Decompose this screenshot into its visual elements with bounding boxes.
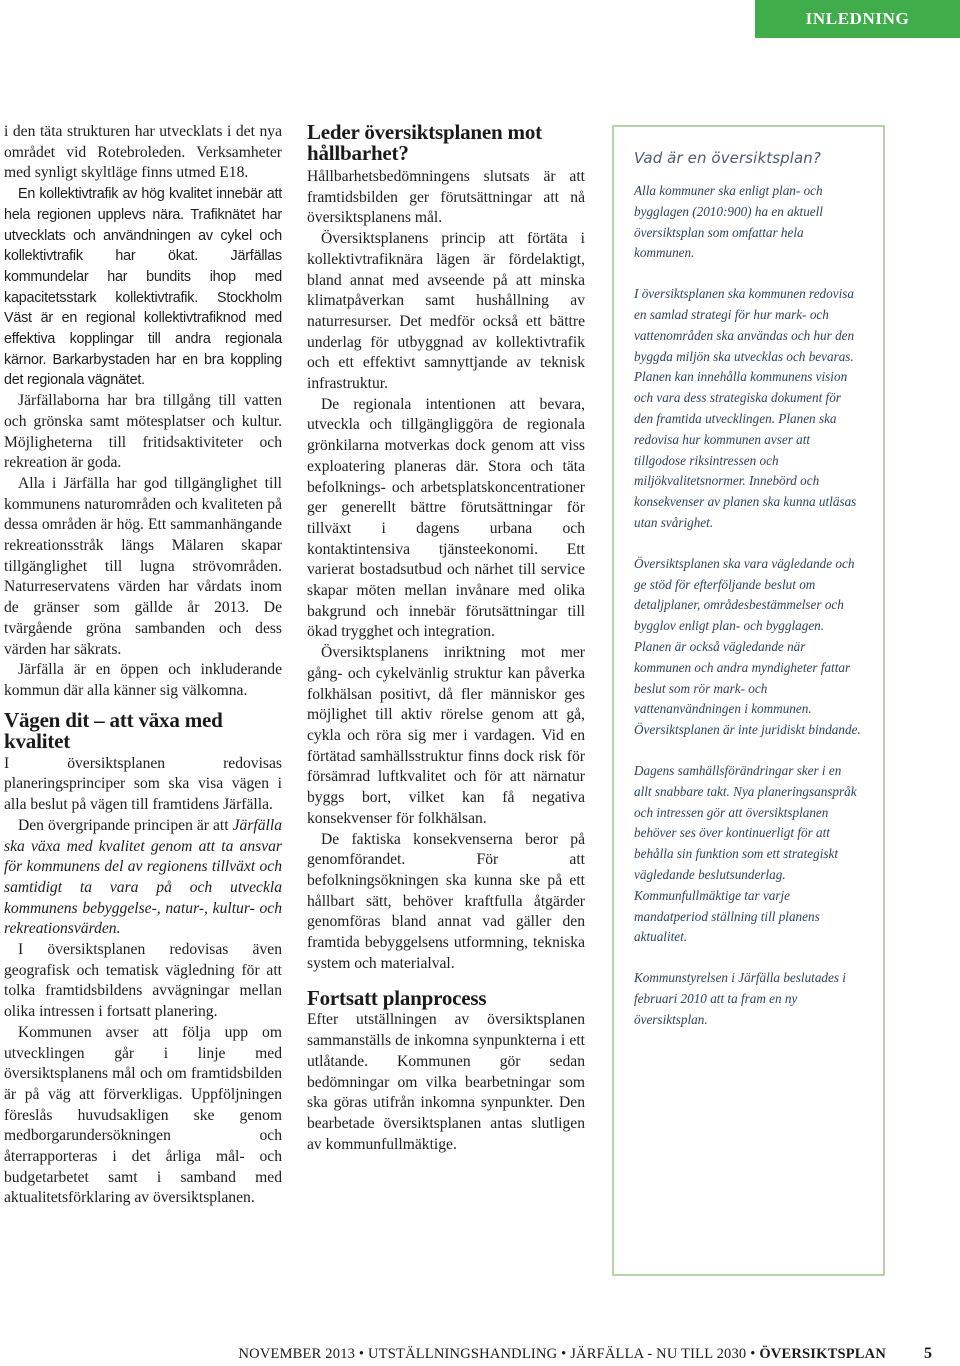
principle-lead: Den övergripande principen är att	[18, 816, 233, 834]
col1-paragraph-3: Järfällaborna har bra tillgång till vatten och grönska samt mötesplatser och kultur. Möjligheterna till fritidsaktiviteter och rekreation är goda.	[4, 392, 282, 472]
page-footer	[0, 1346, 960, 1366]
sidebar-paragraph-3: Översiktsplanen ska vara vägledande och ge stöd för efterföljande beslut om detaljplaner, områdesbestämmelser och bygglov enligt plan- och bygglagen. Planen är också vägledande när kommunen och andra myndigheter fattar beslut som rör mark- och vattenanvändningen i kommunen. Översiktsplanen är inte juridiskt bindande.	[634, 555, 861, 738]
col2-paragraph-4: Översiktsplanens inriktning mot mer gång- och cykelvänlig struktur kan påverka folkhälsan positivt, då fler människor ges möjlighet till aktiv rörelse genom att gå, cykla och röra sig mer i vardagen. Vid en förtätad samhällsstruktur finns dock risk för försämrad luftkvalitet och för att närnatur byggs bort, vilket kan få negativa konsekvenser för folkhälsan.	[307, 644, 585, 827]
sidebar-paragraph-2: I översiktsplanen ska kommunen redovisa en samlad strategi för hur mark- och vattenområden ska användas och hur den byggda miljön ska utvecklas och bevaras. Planen kan innehålla kommunens vision och vara dess strategiska dokument för den framtida utvecklingen. Planen ska redovisa hur kommunen avser att tillgodose riksintressen och miljökvalitetsnormer. Innebörd och konsekvenser av planen ska kunna utläsas utan svårighet.	[634, 286, 857, 530]
sidebar-paragraph-4: Dagens samhällsförändringar sker i en allt snabbare takt. Nya planeringsanspråk och intressen gör att översiktsplanen behöver ses över kontinuerligt för att behålla sin funktion som ett strategiskt vägledande beslutsunderlag. Kommunfullmäktige tar varje mandatperiod ställning till planens aktualitet.	[634, 762, 857, 945]
col2-paragraph-6: Efter utställningen av översiktsplanen sammanställs de inkomna synpunkterna i ett utlåtande. Kommunen gör sedan bedömningar om vilka bearbetningar som ska göras utifrån inkomna synpunkter. Den bearbetade översiktsplanen antas slutligen av kommunfullmäktige.	[307, 1011, 585, 1153]
column-2	[307, 122, 585, 1155]
footer-text	[239, 1346, 887, 1363]
heading-fortsatt-planprocess: Fortsatt planprocess	[307, 986, 487, 1011]
col2-paragraph-5: De faktiska konsekvenserna beror på genomförandet. För att befolkningsökningen ska kunna ske på ett hållbart sätt, behöver kraftfulla åtgärder genomföras bland annat vad gäller den framtida bebyggelsens utformning, tekniska system och materialval.	[307, 830, 585, 972]
footer-document-name: ÖVERSIKTSPLAN	[759, 1346, 886, 1362]
col2-paragraph-3: De regionala intentionen att bevara, utveckla och tillgängliggöra de regionala grönkilarna motverkas dock genom att viss exploatering planeras där. Stora och täta befolknings- och arbetsplatskoncentrationer ger generellt bättre förutsättningar för tillväxt i dagens urbana och kontaktintensiva tjänsteekonomi. Ett varierat bostadsutbud och närhet till service skapar möten mellan invånare med olika bakgrund och innebär förutsättningar till ökad trygghet och integration.	[307, 395, 585, 641]
col1-paragraph-9: Kommunen avser att följa upp om utvecklingen går i linje med översiktsplanens mål och om framtidsbilden är på väg att förverkligas. Uppföljningen föreslås huvudsakligen ske genom medborgarundersökningen och återrapporteras i det årliga mål- och budgetarbetet samt i samband med aktualitetsförklaring av översiktsplanen.	[4, 1023, 282, 1207]
col1-paragraph-6: I översiktsplanen redovisas planeringsprinciper som ska visa vägen i alla beslut på vägen till framtidens Järfälla.	[4, 754, 282, 814]
col1-paragraph-2: En kollektivtrafik av hög kvalitet innebär att hela regionen upplevs nära. Trafiknätet har utvecklats och användningen av cykel och kollektivtrafik har ökat. Järfällas kommundelar har bundits ihop med kapacitetsstark kollektivtrafik. Stockholm Väst är en regional kollektivtrafiknod med effektiva kopplingar till andra regionala kärnor. Barkarbystaden har en bra koppling det regionala vägnätet.	[4, 186, 282, 389]
sidebar-box	[612, 125, 885, 1276]
col1-paragraph-8: I översiktsplanen redovisas även geografisk och tematisk vägledning för att tolka framtidsbildens avvägningar mellan olika intressen i fortsatt planering.	[4, 941, 282, 1021]
sidebar-paragraph-5: Kommunstyrelsen i Järfälla beslutades i februari 2010 att ta fram en ny översiktsplan.	[634, 970, 846, 1027]
col2-paragraph-1: Hållbarhetsbedömningens slutsats är att framtidsbilden ger förutsättningar att nå översiktsplanens mål.	[307, 168, 585, 227]
principle-statement: Järfälla ska växa med kvalitet genom att ta ansvar för kommunens del av regionens tillväxt och samtidigt ta vara på och utveckla kommunens bebyggelse-, natur-, kultur- och rekreationsvärden.	[4, 816, 282, 938]
col1-paragraph-7	[4, 816, 282, 940]
sidebar-paragraph-1: Alla kommuner ska enligt plan- och bygglagen (2010:900) ha en aktuell översiktsplan som omfattar hela kommunen.	[634, 183, 823, 261]
col1-paragraph-4: Alla i Järfälla har god tillgänglighet till kommunens naturområden och kvaliteten på dessa områden är hög. Ett sammanhängande rekreationsstråk längs Mälaren skapar tillgänglighet till lugna strövområden. Naturreservatens värden har vårdats inom de gränser som gällde år 2013. De tvärgående gröna sambanden och dess värden har säkrats.	[4, 474, 282, 658]
footer-running-title: NOVEMBER 2013 • UTSTÄLLNINGSHANDLING • JÄRFÄLLA - NU TILL 2030 •	[238, 1346, 760, 1362]
sidebar-title: Vad är en översiktsplan?	[634, 149, 821, 167]
col1-paragraph-5: Järfälla är en öppen och inkluderande kommun där alla känner sig välkomna.	[4, 661, 282, 699]
heading-vagen-dit: Vägen dit – att växa med kvalitet	[4, 707, 223, 753]
col1-paragraph-1: i den täta strukturen har utvecklats i det nya området vid Rotebroleden. Verksamheter med synligt skyltläge finns utmed E18.	[4, 123, 282, 182]
page-number: 5	[924, 1345, 932, 1362]
column-1	[4, 122, 282, 1209]
col2-paragraph-2: Översiktsplanens princip att förtäta i kollektivtrafiknära lägen är fördelaktigt, bland annat med avseende på att minska klimatpåverkan samt hushållning av naturresurser. Det medför också ett bättre underlag för utbyggnad av kollektivtrafik och ett effektivt samnyttjande av teknisk infrastruktur.	[307, 230, 585, 393]
heading-hallbarhet: Leder översiktsplanen mot hållbarhet?	[307, 120, 542, 165]
section-tab: INLEDNING	[755, 0, 960, 38]
